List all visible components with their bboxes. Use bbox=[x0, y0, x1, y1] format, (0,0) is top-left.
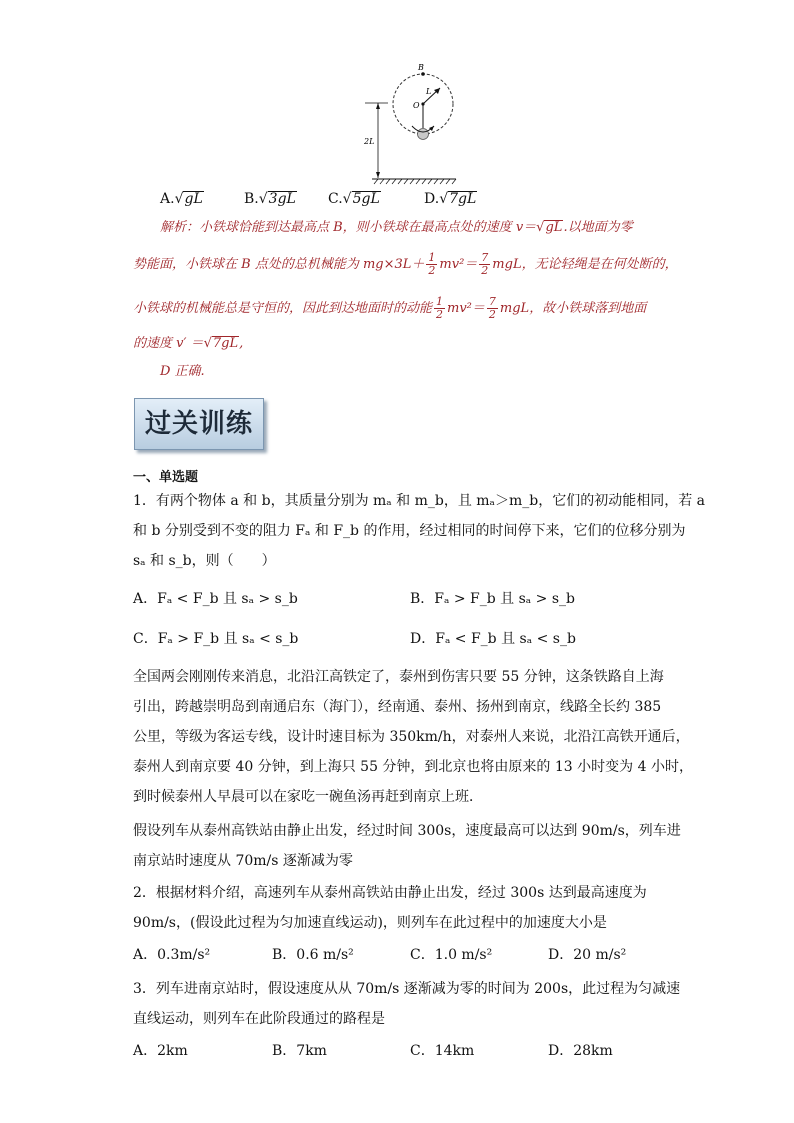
material-line-3: 公里，等级为客运专线，设计时速目标为 350km/h，对泰州人来说，北沿江高铁开通后， bbox=[133, 729, 690, 745]
height-arrow-up bbox=[376, 103, 380, 109]
q2-line-1: 2．根据材料介绍，高速列车从泰州高铁站由静止出发，经过 300s 达到最高速度为 bbox=[133, 885, 647, 901]
section-banner bbox=[134, 398, 264, 450]
q1-option-c: C．Fₐ > F_b 且 sₐ < s_b bbox=[133, 631, 299, 647]
point-b bbox=[421, 72, 425, 76]
prev-option-a: A.√gL bbox=[160, 191, 203, 207]
figure-label-l: L bbox=[426, 87, 432, 96]
q2-option-c: C．1.0 m/s² bbox=[410, 947, 493, 963]
material-line-1: 全国两会刚刚传来消息，北沿江高铁定了，泰州到伤害只要 55 分钟，这条铁路自上海 bbox=[133, 669, 664, 685]
material-line-7: 南京站时速度从 70m/s 逐渐减为零 bbox=[133, 853, 353, 869]
section-heading: 一、单选题 bbox=[133, 470, 199, 485]
material-line-4: 泰州人到南京要 40 分钟，到上海只 55 分钟，到北京也将由原来的 13 小时变为 4 小时， bbox=[133, 759, 693, 775]
q1-option-b: B．Fₐ > F_b 且 sₐ > s_b bbox=[410, 591, 575, 607]
banner-title: 过关训练 bbox=[144, 409, 253, 439]
q2-option-d: D．20 m/s² bbox=[548, 947, 627, 963]
q3-option-a: A．2km bbox=[133, 1043, 188, 1059]
q2-option-b: B．0.6 m/s² bbox=[272, 947, 354, 963]
analysis-line-1: 解析：小铁球恰能到达最高点 B，则小铁球在最高点处的速度 v＝√gL.以地面为零 bbox=[160, 220, 633, 235]
ground-hatch bbox=[374, 179, 456, 184]
figure-label-2l: 2L bbox=[364, 137, 375, 146]
q2-line-2: 90m/s，(假设此过程为匀加速直线运动)，则列车在此过程中的加速度大小是 bbox=[133, 915, 607, 931]
prev-option-c: C.√5gL bbox=[328, 191, 380, 207]
q3-option-c: C．14km bbox=[410, 1043, 475, 1059]
figure-label-b: B bbox=[418, 63, 424, 72]
analysis-line-2: 势能面，小铁球在 B 点处的总机械能为 mg×3L＋ $\frac{1}{2}$ mv²＝ $\frac{7}{2}$ mgL，无论轻绳是在何处断的， bbox=[133, 251, 678, 277]
q1-line-3: sₐ 和 s_b，则（ ） bbox=[133, 553, 276, 569]
q3-option-d: D．28km bbox=[548, 1043, 613, 1059]
material-line-6: 假设列车从泰州高铁站由静止出发，经过时间 300s，速度最高可以达到 90m/s，列车进 bbox=[133, 823, 681, 839]
iron-ball bbox=[418, 129, 429, 140]
q3-option-b: B．7km bbox=[272, 1043, 327, 1059]
analysis-line-4: 的速度 v′ ＝√7gL, bbox=[133, 336, 244, 351]
q3-line-2: 直线运动，则列车在此阶段通过的路程是 bbox=[133, 1011, 385, 1027]
figure-label-o: O bbox=[413, 101, 420, 110]
material-line-5: 到时候泰州人早晨可以在家吃一碗鱼汤再赶到南京上班． bbox=[133, 789, 483, 805]
material-line-2: 引出，跨越崇明岛到南通启东（海门），经南通、泰州、扬州到南京，线路全长约 385 bbox=[133, 699, 662, 715]
q3-line-1: 3．列车进南京站时，假设速度从从 70m/s 逐渐减为零的时间为 200s，此过程为匀减速 bbox=[133, 981, 681, 997]
height-arrow-down bbox=[376, 172, 380, 178]
q1-line-2: 和 b 分别受到不变的阻力 Fₐ 和 F_b 的作用，经过相同的时间停下来，它们的位移分别为 bbox=[133, 523, 686, 539]
prev-option-b: B.√3gL bbox=[244, 191, 296, 207]
q1-option-d: D．Fₐ < F_b 且 sₐ < s_b bbox=[410, 631, 576, 647]
q1-option-a: A．Fₐ < F_b 且 sₐ > s_b bbox=[133, 591, 298, 607]
prev-option-d: D.√7gL bbox=[424, 191, 477, 207]
pendulum-figure bbox=[360, 58, 460, 188]
q1-line-1: 1．有两个物体 a 和 b，其质量分别为 mₐ 和 m_b，且 mₐ＞m_b，它们的初动能相同，若 a bbox=[133, 493, 705, 509]
analysis-line-5: D 正确. bbox=[160, 364, 205, 379]
q2-option-a: A．0.3m/s² bbox=[133, 947, 211, 963]
analysis-line-3: 小铁球的机械能总是守恒的，因此到达地面时的动能 $\frac{1}{2}$ mv²＝ $\frac{7}{2}$ mgL，故小铁球落到地面 bbox=[133, 295, 647, 321]
